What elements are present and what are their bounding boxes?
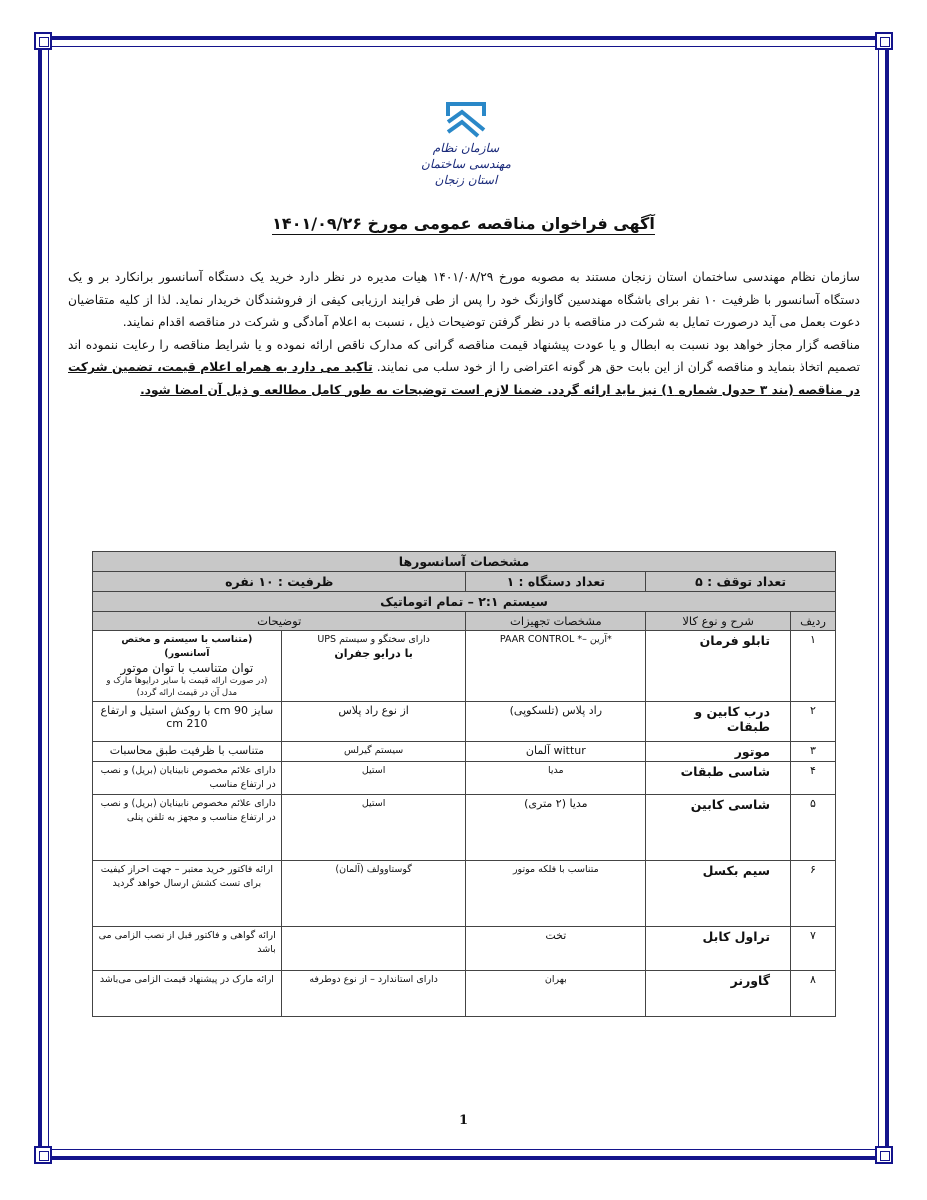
- col-header-spec: مشخصات تجهیزات: [466, 612, 646, 631]
- col-header-desc: توضیحات: [93, 612, 466, 631]
- announcement-text: [68, 266, 860, 401]
- table-row: ۷ تراول کابل تخت ارائه گواهی و فاکتور قبل از نصب الزامی می باشد: [93, 927, 836, 971]
- capacity: ظرفیت : ۱۰ نفره: [93, 572, 466, 592]
- organization-logo-icon: [440, 96, 492, 140]
- elevator-spec-table: [92, 551, 836, 1017]
- paragraph-2: مناقصه گزار مجاز خواهد بود نسبت به ابطال و یا عودت پیشنهاد قیمت مناقصه گرانی که مدارک ناقص ارائه نموده و یا شرایط مناقصه را رعایت ننموده اند تصمیم اتخاذ بنماید و مناقصه گران از این بابت حق هر گونه اعتراضی را از خود سلب می نمایند. تاکید می دارد به همراه اعلام قیمت، تضمین شرکت در مناقصه (بند ۳ جدول شماره ۱) نیز باید ارائه گردد. ضمنا لازم است توضیحات به طور کامل مطالعه و ذیل آن امضا شود.: [68, 337, 860, 397]
- stops-count: تعداد توقف : ۵: [646, 572, 836, 592]
- emphasis-note: تاکید می دارد به همراه اعلام قیمت، تضمین شرکت در مناقصه (بند ۳ جدول شماره ۱) نیز باید ارائه گردد. ضمنا لازم است توضیحات به طور کامل مطالعه و ذیل آن امضا شود.: [68, 360, 860, 397]
- system-type: سیستم ۲:۱ – تمام اتوماتیک: [93, 592, 836, 612]
- units-count: تعداد دستگاه : ۱: [466, 572, 646, 592]
- table-row: ۴ شاسی طبقات مدیا استیل دارای علائم مخصوص نابینایان (بریل) و نصب در ارتفاع مناسب: [93, 762, 836, 795]
- organization-logo: [418, 96, 514, 188]
- table-row: ۶ سیم بکسل متناسب با فلکه موتور گوستاوولف (آلمان) ارائه فاکتور خرید معتبر – جهت احراز کیفیت برای تست کشش ارسال خواهد گردید: [93, 861, 836, 927]
- corner-ornament: [875, 1146, 893, 1164]
- table-row: ۱ تابلو فرمان *آرین –* PAAR CONTROL دارای سختگو و سیستم UPS با درایو جفران (متناسب با سیستم و مختص آسانسور) توان متناسب با توان موتور (در صورت ارائه قیمت با سایر درایوها مارک و مدل آن در قیمت ارائه گردد): [93, 631, 836, 702]
- col-header-item: شرح و نوع کالا: [646, 612, 791, 631]
- org-province: استان زنجان: [434, 173, 498, 187]
- corner-ornament: [34, 32, 52, 50]
- table-row: ۵ شاسی کابین مدیا (۲ متری) استیل دارای علائم مخصوص نابینایان (بریل) و نصب در ارتفاع مناسب و مجهز به تلفن پنلی: [93, 795, 836, 861]
- paragraph-1: سازمان نظام مهندسی ساختمان استان زنجان مستند به مصوبه مورخ ۱۴۰۱/۰۸/۲۹ هیات مدیره در نظر دارد خرید یک دستگاه آسانسور برانکارد بر و یک دستگاه آسانسور با ظرفیت ۱۰ نفر برای باشگاه مهندسین گاوازنگ خود را پس از طی فرایند ارزیابی کیفی از فروشندگان خریدار نماید. لذا از کلیه متقاضیان دعوت بعمل می آید درصورت تمایل به شرکت در مناقصه با در نظر گرفتن توضیحات ذیل ، نسبت به اعلام آمادگی و شرکت در مناقصه اقدام نمایند.: [68, 270, 860, 329]
- col-header-row: ردیف: [791, 612, 836, 631]
- table-heading: مشخصات آسانسورها: [93, 552, 836, 572]
- table-row: ۸ گاورنر بهران دارای استاندارد – از نوع دوطرفه ارائه مارک در پیشنهاد قیمت الزامی می‌باشد: [93, 971, 836, 1017]
- page-number: 1: [458, 1113, 469, 1128]
- page-title: آگهی فراخوان مناقصه عمومی مورخ ۱۴۰۱/۰۹/۲۶: [272, 214, 655, 233]
- table-row: ۳ موتور wittur آلمان سیستم گیرلس متناسب با ظرفیت طبق محاسبات: [93, 742, 836, 762]
- table-row: ۲ درب کابین و طبقات راد پلاس (تلسکوپی) از نوع راد پلاس سایز 90 cm با روکش استیل و ارتفاع 210 cm: [93, 702, 836, 742]
- corner-ornament: [875, 32, 893, 50]
- corner-ornament: [34, 1146, 52, 1164]
- org-name: سازمان نظام مهندسی ساختمان: [421, 141, 511, 171]
